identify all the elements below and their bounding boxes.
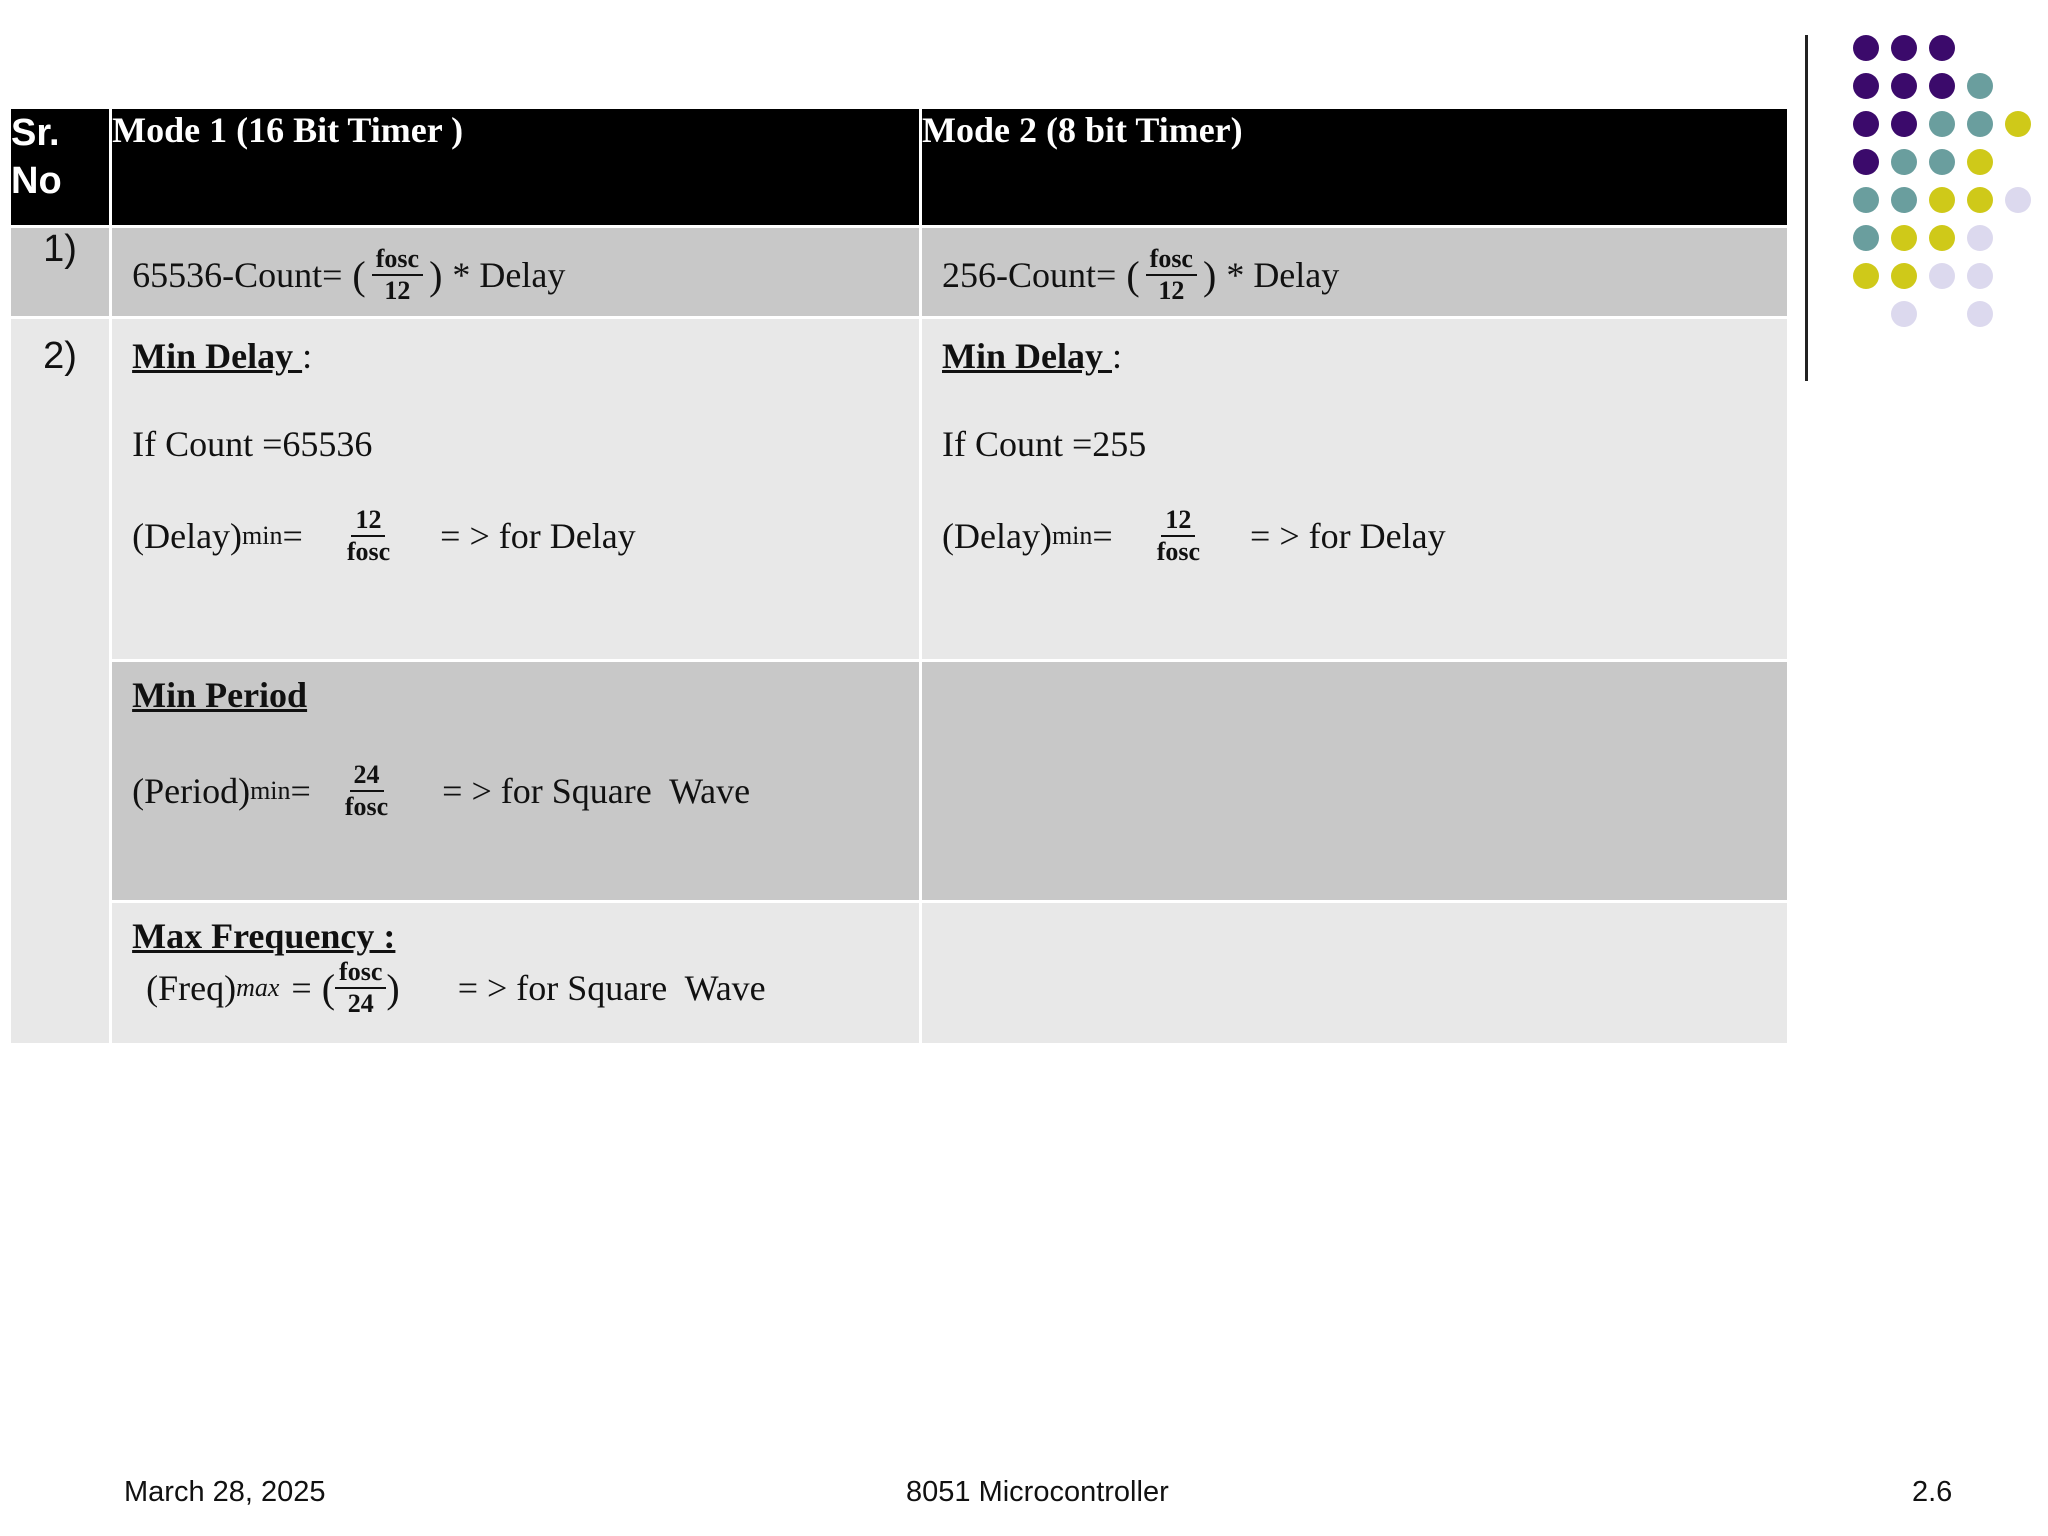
equals-sign: = [291,968,312,1008]
decorative-dot [1853,73,1879,99]
mode1-min-delay-cell [112,319,919,659]
mode2-count-formula-cell [922,228,1787,316]
if-count-text: If Count =255 [942,424,1147,464]
mode2-min-delay-cell [922,319,1787,659]
table-row [11,228,1787,316]
if-count-text: If Count =65536 [132,424,373,464]
decorative-dot [1891,149,1917,175]
decorative-dot-grid [1830,28,2048,348]
decorative-dot [1967,225,1993,251]
divider-line [1805,35,1808,381]
max-frequency-formula: (Freq) max = ( $\frac{\text{fosc}}{24}$ ) = > for Square Wave [146,957,766,1018]
formula-note: = > for Delay [1250,516,1446,556]
equals-sign: = [282,516,303,556]
equals-sign: = [1092,516,1113,556]
mode1-count-formula-cell [112,228,919,316]
decorative-dot [1929,225,1955,251]
formula-subscript: max [236,973,280,1002]
table-row [11,903,1787,1043]
decorative-dot [1967,301,1993,327]
numerator: fosc [335,957,386,989]
denominator: 12 [384,276,411,305]
denominator: fosc [346,537,391,566]
formula-note: = > for Square Wave [457,968,766,1008]
numerator: fosc [1146,244,1197,276]
footer-date: March 28, 2025 [124,1476,326,1508]
row-number: 1) [11,228,109,316]
max-frequency-heading: Max Frequency : [132,916,396,956]
min-period-heading: Min Period [132,675,308,715]
formula-note: = > for Delay [440,516,636,556]
formula-subscript: min [242,521,283,550]
min-delay-formula [942,505,1787,567]
footer-title: 8051 Microcontroller [906,1476,1169,1508]
mode1-min-period-cell [112,662,919,900]
fraction [335,957,386,1019]
formula-lhs: 65536-Count= [132,255,343,295]
decorative-dot [1891,35,1917,61]
formula-note: = > for Square Wave [442,771,751,811]
header-sr-no: Sr. No [11,109,109,225]
mode1-max-frequency-cell [112,903,919,1043]
decorative-dot [1853,187,1879,213]
table-row [11,662,1787,900]
decorative-dot [1891,111,1917,137]
decorative-dot [1929,187,1955,213]
denominator: 12 [1158,276,1185,305]
fraction [1146,244,1197,306]
footer-page-number: 2.6 [1912,1476,1953,1508]
table-row [11,319,1787,659]
decorative-dot [1929,149,1955,175]
formula-lhs: (Freq) [146,968,237,1008]
mode2-empty-cell [922,903,1787,1043]
formula-lhs: (Period) [132,771,251,811]
header-mode2: Mode 2 (8 bit Timer) [922,109,1787,225]
header-row [11,109,1787,225]
formula-rhs: * Delay [1226,255,1340,295]
decorative-dot [1891,225,1917,251]
decorative-dot [2005,187,2031,213]
count-formula: 65536-Count= ( $\frac{\text{fosc}}{12}$ ) * Delay [132,244,566,305]
decorative-dot [1967,263,1993,289]
fraction [1153,505,1204,567]
decorative-dot [1853,149,1879,175]
numerator: 24 [350,760,384,792]
min-delay-heading: Min Delay [132,336,303,376]
decorative-dot [1929,35,1955,61]
decorative-dot [1853,111,1879,137]
count-formula: 256-Count= ( $\frac{\text{fosc}}{12}$ ) * Delay [942,244,1340,305]
decorative-dot [1853,263,1879,289]
row-number: 2) [11,319,109,1043]
mode2-empty-cell [922,662,1787,900]
decorative-dot [1967,187,1993,213]
numerator: fosc [372,244,423,276]
numerator: 12 [351,505,385,537]
decorative-dot [1853,35,1879,61]
formula-lhs: 256-Count= [942,255,1117,295]
denominator: 24 [347,989,374,1018]
timer-mode-table [8,106,1790,1046]
decorative-dot [1929,73,1955,99]
fraction [341,760,392,822]
fraction [343,505,394,567]
heading-colon: : [1112,336,1123,376]
formula-lhs: (Delay) [132,516,243,556]
formula-subscript: min [1051,521,1093,550]
formula-rhs: * Delay [452,255,566,295]
numerator: 12 [1161,505,1195,537]
header-mode1: Mode 1 (16 Bit Timer ) [112,109,919,225]
decorative-dot [1891,187,1917,213]
decorative-dot [1929,263,1955,289]
decorative-dot [1967,149,1993,175]
min-period-formula [132,760,919,822]
denominator: fosc [1156,537,1201,566]
heading-colon: : [302,336,313,376]
denominator: fosc [344,792,389,821]
formula-subscript: min [250,776,291,805]
decorative-dot [1891,263,1917,289]
decorative-dot [1853,225,1879,251]
decorative-dot [2005,111,2031,137]
decorative-dot [1929,111,1955,137]
equals-sign: = [290,771,311,811]
decorative-dot [1891,301,1917,327]
decorative-dot [1891,73,1917,99]
min-delay-formula [132,505,919,567]
decorative-dot [1967,111,1993,137]
min-delay-heading: Min Delay [942,336,1112,376]
formula-lhs: (Delay) [942,516,1052,556]
fraction [372,244,423,306]
decorative-dot [1967,73,1993,99]
